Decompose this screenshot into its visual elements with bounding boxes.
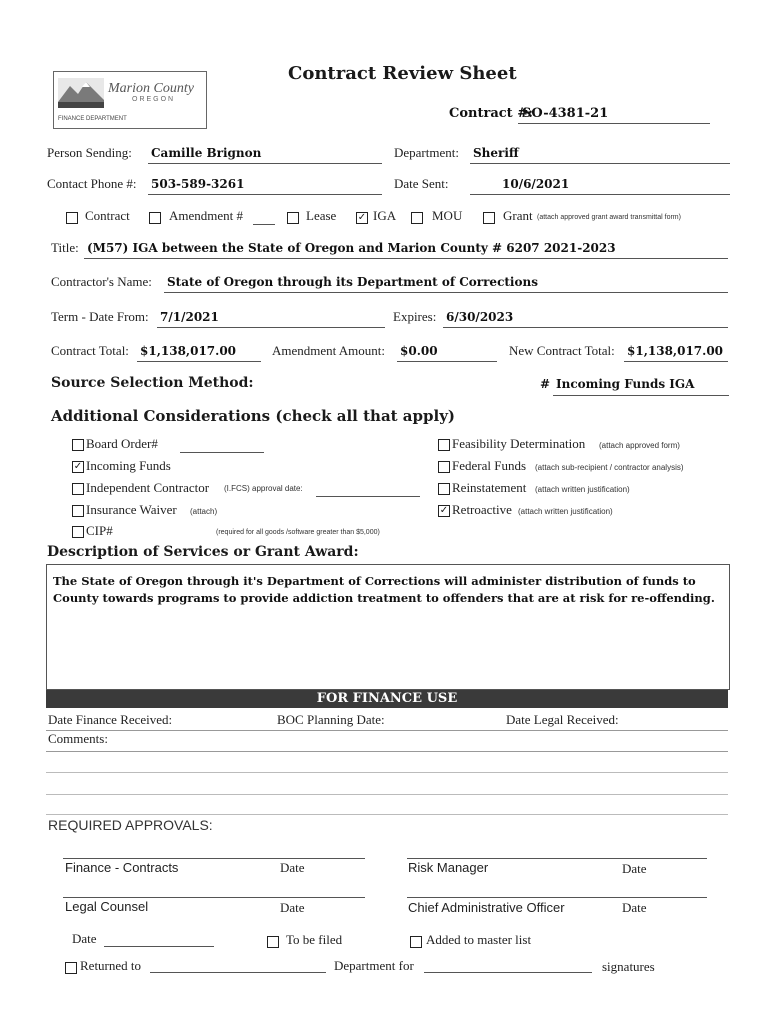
type-iga-label: IGA xyxy=(373,208,397,223)
phone-value[interactable]: 503-589-3261 xyxy=(151,177,245,191)
feasibility-note: (attach approved form) xyxy=(599,441,680,450)
risk-date-label: Date xyxy=(622,861,647,876)
cip-note: (required for all goods /software greater than $5,000) xyxy=(216,529,380,536)
risk-manager-label: Risk Manager xyxy=(408,860,489,875)
independent-contractor-checkbox[interactable] xyxy=(72,483,84,495)
person-label: Person Sending: xyxy=(47,145,132,160)
contract-number[interactable]: SO-4381-21 xyxy=(522,106,609,121)
incoming-funds-label: Incoming Funds xyxy=(86,458,171,473)
cip-checkbox[interactable] xyxy=(72,526,84,538)
type-iga-checkbox[interactable]: ✓ xyxy=(357,212,367,223)
contractor-label: Contractor's Name: xyxy=(51,274,152,289)
grant-note: (attach approved grant award transmittal form) xyxy=(537,214,681,221)
type-grant-checkbox[interactable] xyxy=(483,212,495,224)
reinstatement-label: Reinstatement xyxy=(452,480,527,495)
department-value[interactable]: Sheriff xyxy=(473,146,519,160)
cao-date-label: Date xyxy=(622,900,647,915)
term-from-label: Term - Date From: xyxy=(51,309,149,324)
finance-date-label: Date xyxy=(280,860,305,875)
date-finance-received-label: Date Finance Received: xyxy=(48,712,173,727)
to-be-filed-checkbox[interactable] xyxy=(267,936,279,948)
federal-funds-note: (attach sub-recipient / contractor analysis) xyxy=(535,463,684,472)
independent-contractor-note: (I.FCS) approval date: xyxy=(224,484,303,493)
title-value[interactable]: (M57) IGA between the State of Oregon and Marion County # 6207 2021-2023 xyxy=(87,241,616,255)
expires-value[interactable]: 6/30/2023 xyxy=(446,310,514,324)
legal-counsel-label: Legal Counsel xyxy=(65,899,149,914)
finance-bar-label: FOR FINANCE USE xyxy=(316,691,458,706)
logo-state: OREGON xyxy=(132,96,176,103)
insurance-waiver-note: (attach) xyxy=(190,507,218,516)
amendment-amount-label: Amendment Amount: xyxy=(272,343,386,358)
additional-title: Additional Considerations (check all that apply) xyxy=(51,407,456,425)
description-text: The State of Oregon through it's Department of Corrections will administer distribution of funds to County towards programs to provide addiction treatment to offenders that are at risk for re-offending. xyxy=(53,574,715,605)
date-legal-received-label: Date Legal Received: xyxy=(506,712,619,727)
new-total-value[interactable]: $1,138,017.00 xyxy=(627,344,724,358)
person-value[interactable]: Camille Brignon xyxy=(151,146,262,160)
returned-to-checkbox[interactable] xyxy=(65,962,77,974)
amendment-amount-value[interactable]: $0.00 xyxy=(400,344,438,358)
federal-funds-checkbox[interactable] xyxy=(438,461,450,473)
description-title: Description of Services or Grant Award: xyxy=(47,544,359,560)
cip-label: CIP# xyxy=(86,523,113,538)
insurance-waiver-checkbox[interactable] xyxy=(72,505,84,517)
type-contract-label: Contract xyxy=(85,208,130,223)
incoming-funds-checkbox[interactable]: ✓ xyxy=(73,461,83,472)
reinstatement-checkbox[interactable] xyxy=(438,483,450,495)
type-lease-label: Lease xyxy=(306,208,337,223)
expires-label: Expires: xyxy=(393,309,437,324)
mountain-icon xyxy=(58,78,104,108)
legal-date-label: Date xyxy=(280,900,305,915)
description-box[interactable] xyxy=(46,564,730,690)
retroactive-label: Retroactive xyxy=(452,502,512,517)
contract-total-value[interactable]: $1,138,017.00 xyxy=(140,344,237,358)
type-lease-checkbox[interactable] xyxy=(287,212,299,224)
returned-to-label: Returned to xyxy=(80,958,142,973)
department-label: Department: xyxy=(394,145,459,160)
cao-label: Chief Administrative Officer xyxy=(408,900,565,915)
retroactive-checkbox[interactable]: ✓ xyxy=(439,505,449,516)
board-order-checkbox[interactable] xyxy=(72,439,84,451)
type-amendment-label: Amendment # xyxy=(169,208,244,223)
federal-funds-label: Federal Funds xyxy=(452,458,527,473)
term-from-value[interactable]: 7/1/2021 xyxy=(160,310,219,324)
type-amendment-checkbox[interactable] xyxy=(149,212,161,224)
filed-date-label: Date xyxy=(72,931,97,946)
required-approvals-title: REQUIRED APPROVALS: xyxy=(48,817,213,833)
logo-dept: FINANCE DEPARTMENT xyxy=(58,116,127,122)
date-sent-label: Date Sent: xyxy=(394,176,449,191)
board-order-label: Board Order# xyxy=(86,436,158,451)
feasibility-checkbox[interactable] xyxy=(438,439,450,451)
source-hash: # xyxy=(540,377,551,391)
reinstatement-note: (attach written justification) xyxy=(535,485,630,494)
phone-label: Contact Phone #: xyxy=(47,176,137,191)
type-mou-checkbox[interactable] xyxy=(411,212,423,224)
title-label: Title: xyxy=(51,240,79,255)
type-mou-label: MOU xyxy=(432,208,463,223)
department-for-label: Department for xyxy=(334,958,414,973)
contractor-value[interactable]: State of Oregon through its Department of Corrections xyxy=(167,275,538,289)
finance-bar xyxy=(46,690,728,708)
independent-contractor-label: Independent Contractor xyxy=(86,480,210,495)
source-selection-value[interactable]: Incoming Funds IGA xyxy=(556,377,695,391)
added-master-list-checkbox[interactable] xyxy=(410,936,422,948)
comments-label: Comments: xyxy=(48,731,108,746)
county-logo xyxy=(53,71,207,129)
logo-name: Marion County xyxy=(108,81,194,96)
contract-total-label: Contract Total: xyxy=(51,343,129,358)
boc-planning-date-label: BOC Planning Date: xyxy=(277,712,385,727)
date-sent-value[interactable]: 10/6/2021 xyxy=(502,177,570,191)
to-be-filed-label: To be filed xyxy=(286,932,343,947)
type-grant-label: Grant xyxy=(503,208,533,223)
source-selection-label: Source Selection Method: xyxy=(51,375,254,391)
contract-label: Contract #: xyxy=(449,106,533,121)
finance-contracts-label: Finance - Contracts xyxy=(65,860,179,875)
feasibility-label: Feasibility Determination xyxy=(452,436,586,451)
insurance-waiver-label: Insurance Waiver xyxy=(86,502,177,517)
page-title: Contract Review Sheet xyxy=(288,63,517,84)
new-total-label: New Contract Total: xyxy=(509,343,615,358)
signatures-label: signatures xyxy=(602,959,655,974)
added-master-list-label: Added to master list xyxy=(426,932,532,947)
retroactive-note: (attach written justification) xyxy=(518,507,613,516)
type-contract-checkbox[interactable] xyxy=(66,212,78,224)
